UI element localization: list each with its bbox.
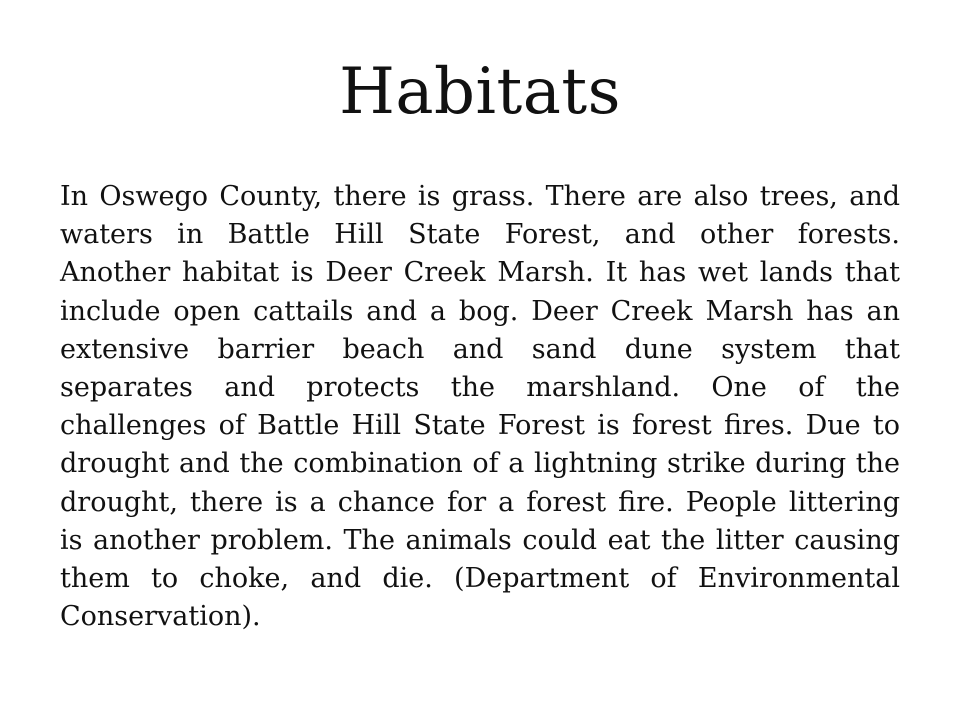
slide-title: Habitats <box>339 55 621 129</box>
slide-body-text: In Oswego County, there is grass. There are also trees, and waters in Battle Hill State Forest, and other forests. Another habitat is Deer Creek Marsh. It has wet lands that include open cattails and a bog. Deer Creek Marsh has an extensive barrier beach and sand dune system that separates and protects the marshland. One of the challenges of Battle Hill State Forest is forest fires. Due to drought and the combination of a lightning strike during the drought, there is a chance for a forest fire. People littering is another problem. The animals could eat the litter causing them to choke, and die. (Department of Environmental Conservation). <box>60 181 900 633</box>
